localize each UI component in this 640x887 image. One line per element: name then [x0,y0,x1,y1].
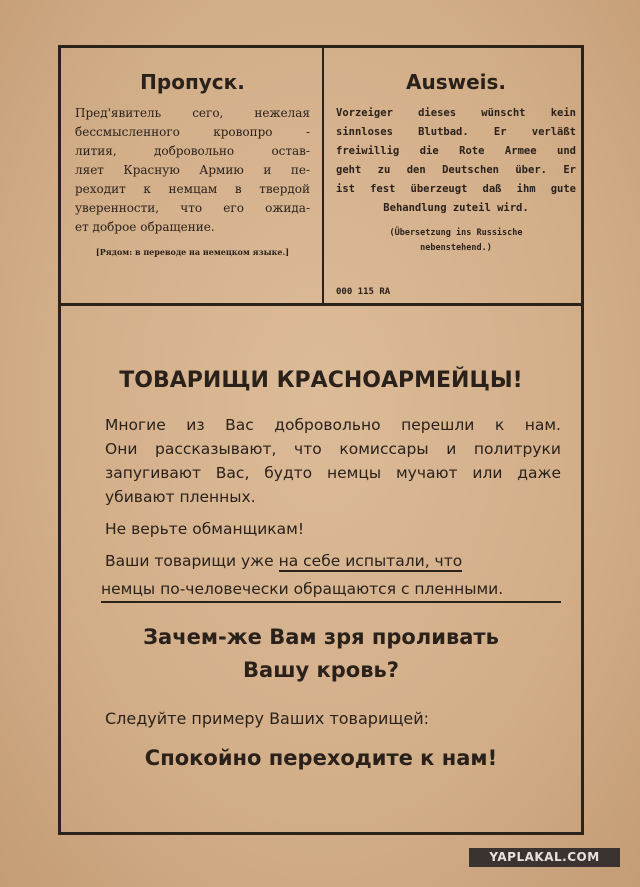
pass-line-de: sinnloses Blutbad. Er verläßt [336,126,576,138]
headline: ТОВАРИЩИ КРАСНОАРМЕЙЦЫ! [119,368,523,393]
underlined-text: на себе испытали, что [278,552,463,570]
underlined-text: немцы по-человечески обращаются с пленными. [101,577,561,603]
pass-title-de: Ausweis. [405,70,507,94]
watermark: YAPLAKAL.COM [469,848,620,867]
text-line: Многие из Вас добровольно перешли к нам. [105,416,561,434]
paragraph-3 [101,549,561,603]
text-line: Они рассказывают, что комиссары и политруки [105,440,561,458]
pass-note-ru: [Рядом: в переводе на немецком языке.] [95,247,290,257]
pass-russian [75,48,310,303]
pass-note-de: nebenstehend.) [420,243,492,253]
pass-line: уверенности, что его ожида- [75,201,310,215]
paragraph-1 [105,413,561,509]
pass-line-de: ist fest überzeugt daß ihm gute [336,183,576,195]
pass-line-de: freiwillig die Rote Armee und [336,145,576,157]
pass-line: лития, добровольно остав- [75,144,310,158]
pass-line: ет доброе обращение. [75,220,215,234]
text-line: запугивают Вас, будто немцы мучают или даже [105,464,561,482]
pass-title-ru: Пропуск. [140,70,245,94]
final-call: Спокойно переходите к нам! [144,746,498,770]
question-line: Зачем-же Вам зря проливать [143,625,499,649]
question [61,621,581,687]
text-line: убивают пленных. [105,488,256,506]
pass-line: реходит к немцам в твердой [75,182,310,196]
pass-line-de: Behandlung zuteil wird. [383,202,529,214]
pass-line-de: Vorzeiger dieses wünscht kein [336,107,576,119]
appeal-section [61,306,581,770]
question-line: Вашу кровь? [243,658,399,682]
pass-note-de: (Übersetzung ins Russische [389,228,523,238]
serial-number: 000 115 RA [336,287,391,297]
leaflet-frame [58,45,584,835]
pass-german [336,48,576,303]
paragraph-2 [105,517,561,541]
pass-line-de: geht zu den Deutschen über. Er [336,164,576,176]
column-divider [322,48,324,303]
follow-text: Следуйте примеру Ваших товарищей: [105,709,430,728]
text-line: Не верьте обманщикам! [105,520,305,538]
text-segment: Ваши товарищи уже [105,552,279,570]
pass-line: Пред'явитель сего, нежелая [75,106,310,120]
pass-line: ляет Красную Армию и пе- [75,163,310,177]
pass-line: бессмысленного кровопро - [75,125,310,139]
pass-section [61,48,581,306]
